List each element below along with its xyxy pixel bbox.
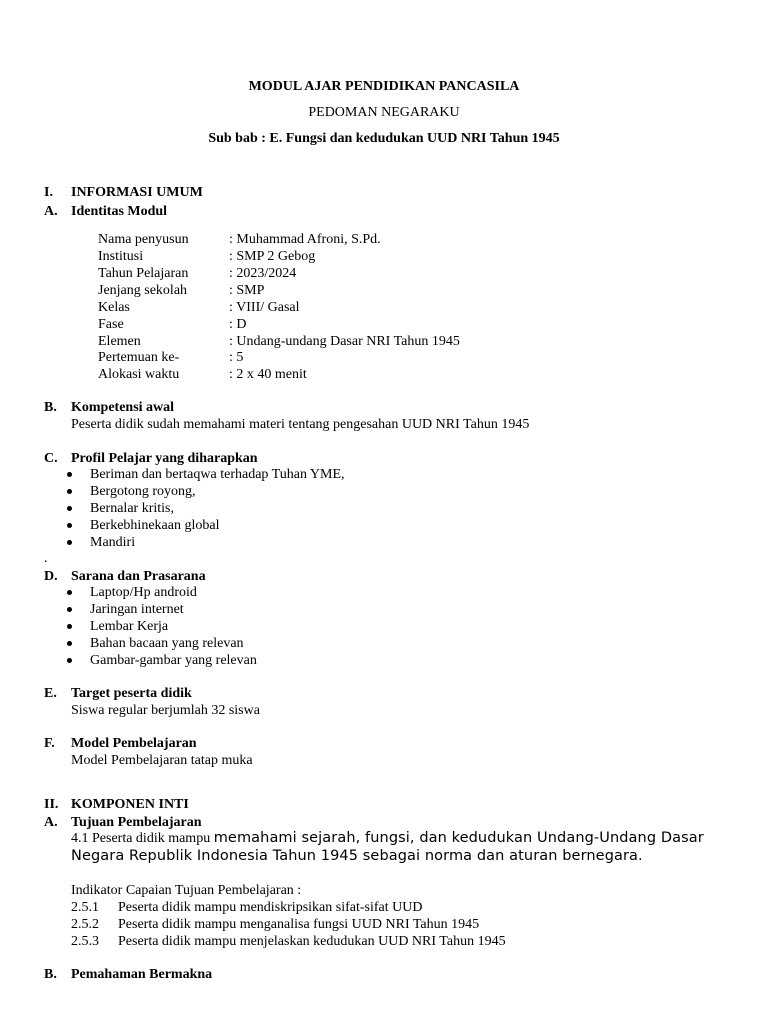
subsection-letter: B. (44, 967, 57, 982)
indicator-number: 2.5.3 (71, 934, 99, 949)
bullet-icon (67, 590, 72, 595)
learning-goal-line: Negara Republik Indonesia Tahun 1945 sebagai norma dan aturan bernegara. (71, 848, 643, 864)
bullet-icon (67, 489, 72, 494)
document-title: MODUL AJAR PENDIDIKAN PANCASILA (248, 79, 520, 94)
list-item: Lembar Kerja (90, 619, 169, 634)
bullet-icon (67, 641, 72, 646)
indicator-heading: Indikator Capaian Tujuan Pembelajaran : (71, 883, 302, 898)
list-item: Bahan bacaan yang relevan (90, 636, 244, 651)
field-value: : VIII/ Gasal (229, 300, 300, 315)
stray-period: . (44, 551, 48, 566)
field-value: : SMP 2 Gebog (229, 249, 316, 264)
subsection-title: Sarana dan Prasarana (71, 569, 206, 584)
indicator-number: 2.5.1 (71, 900, 99, 915)
list-item: Jaringan internet (90, 602, 184, 617)
list-item: Berkebhinekaan global (90, 518, 220, 533)
field-value: : 5 (229, 350, 244, 365)
bullet-icon (67, 607, 72, 612)
section-number: I. (44, 185, 53, 200)
indicator-text: Peserta didik mampu mendiskripsikan sifat-sifat UUD (118, 900, 423, 915)
bullet-icon (67, 472, 72, 477)
field-label: Fase (98, 317, 124, 332)
subsection-letter: B. (44, 400, 57, 415)
indicator-text: Peserta didik mampu menjelaskan kedudukan UUD NRI Tahun 1945 (118, 934, 506, 949)
subsection-letter: F. (44, 736, 55, 751)
subsection-letter: C. (44, 451, 58, 466)
bullet-icon (67, 506, 72, 511)
field-label: Pertemuan ke- (98, 350, 180, 365)
subsection-letter: A. (44, 815, 58, 830)
subchapter-heading: Sub bab : E. Fungsi dan kedudukan UUD NRI Tahun 1945 (208, 131, 560, 146)
indicator-number: 2.5.2 (71, 917, 99, 932)
indicator-text: Peserta didik mampu menganalisa fungsi UUD NRI Tahun 1945 (118, 917, 480, 932)
field-value: : SMP (229, 283, 265, 298)
subsection-title: Kompetensi awal (71, 400, 175, 415)
bullet-icon (67, 624, 72, 629)
field-label: Institusi (98, 249, 144, 264)
subsection-letter: D. (44, 569, 58, 584)
field-value: : 2023/2024 (229, 266, 297, 281)
subsection-title: Pemahaman Bermakna (71, 967, 213, 982)
goal-prefix: 4.1 Peserta didik mampu (71, 831, 214, 846)
field-label: Kelas (98, 300, 130, 315)
paragraph: Peserta didik sudah memahami materi tentang pengesahan UUD NRI Tahun 1945 (71, 417, 530, 432)
subsection-title: Target peserta didik (71, 686, 192, 701)
learning-goal-line (71, 830, 704, 847)
field-label: Tahun Pelajaran (98, 266, 189, 281)
subsection-title: Model Pembelajaran (71, 736, 197, 751)
field-value: : Undang-undang Dasar NRI Tahun 1945 (229, 334, 460, 349)
list-item: Bernalar kritis, (90, 501, 174, 516)
field-label: Jenjang sekolah (98, 283, 188, 298)
paragraph: Model Pembelajaran tatap muka (71, 753, 253, 768)
list-item: Bergotong royong, (90, 484, 196, 499)
field-value: : Muhammad Afroni, S.Pd. (229, 232, 381, 247)
list-item: Gambar-gambar yang relevan (90, 653, 257, 668)
list-item: Laptop/Hp android (90, 585, 197, 600)
field-label: Alokasi waktu (98, 367, 180, 382)
list-item: Mandiri (90, 535, 136, 550)
bullet-icon (67, 540, 72, 545)
section-title: INFORMASI UMUM (71, 185, 203, 200)
subsection-title: Tujuan Pembelajaran (71, 815, 202, 830)
subsection-title: Identitas Modul (71, 204, 168, 219)
document-subtitle: PEDOMAN NEGARAKU (308, 105, 460, 120)
subsection-letter: A. (44, 204, 58, 219)
goal-text: memahami sejarah, fungsi, dan kedudukan Undang-Undang Dasar (213, 830, 704, 846)
section-number: II. (44, 797, 59, 812)
list-item: Beriman dan bertaqwa terhadap Tuhan YME, (90, 467, 345, 482)
section-title: KOMPONEN INTI (71, 797, 189, 812)
subsection-title: Profil Pelajar yang diharapkan (71, 451, 258, 466)
bullet-icon (67, 658, 72, 663)
paragraph: Siswa regular berjumlah 32 siswa (71, 703, 260, 718)
field-value: : 2 x 40 menit (229, 367, 307, 382)
field-label: Nama penyusun (98, 232, 189, 247)
field-value: : D (229, 317, 247, 332)
bullet-icon (67, 523, 72, 528)
subsection-letter: E. (44, 686, 57, 701)
field-label: Elemen (98, 334, 141, 349)
